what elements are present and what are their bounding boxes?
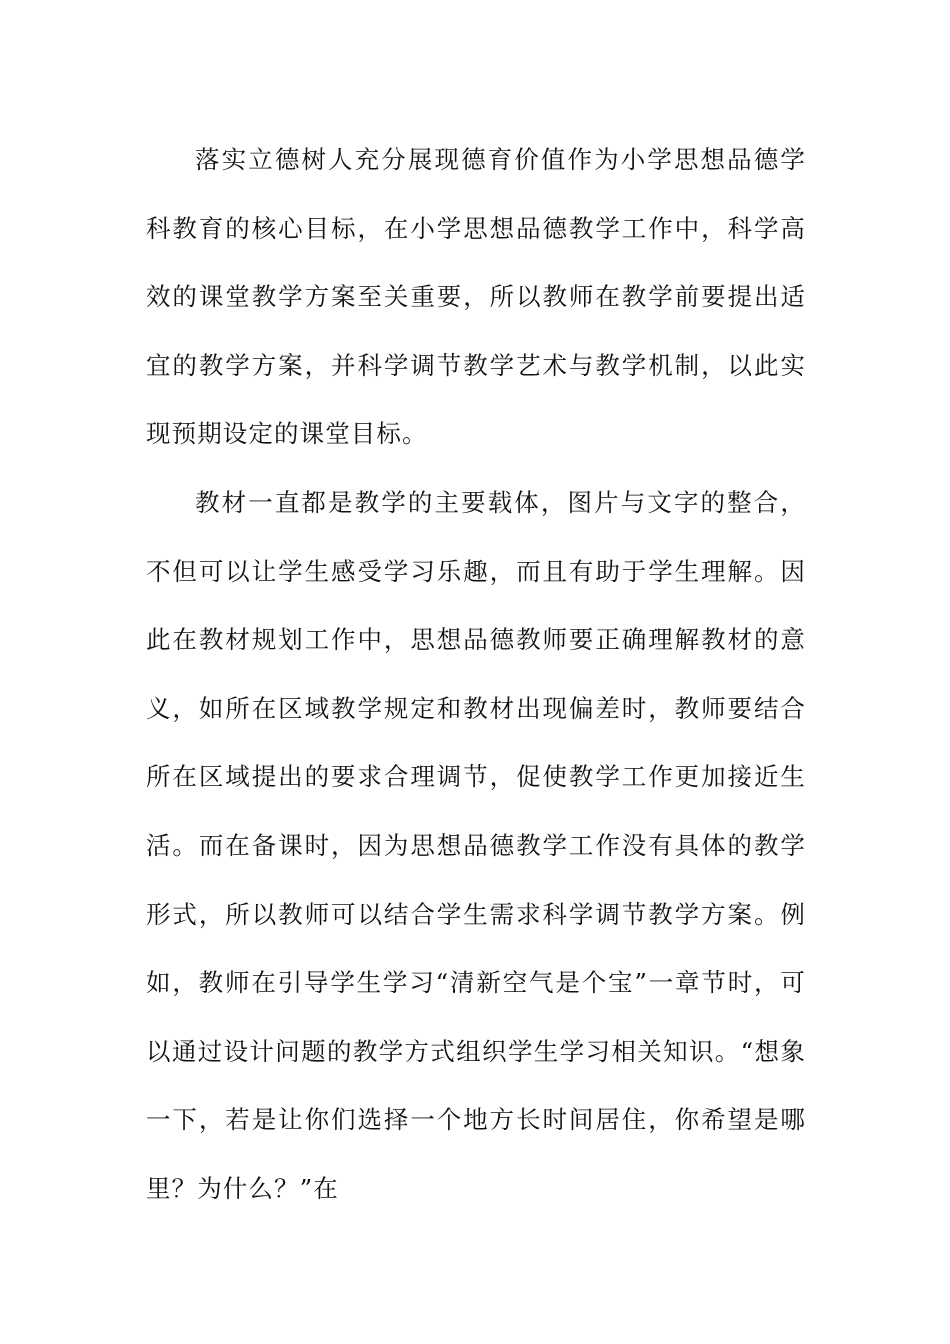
paragraph-2: 教材一直都是教学的主要载体，图片与文字的整合，不但可以让学生感受学习乐趣，而且有助于学生理解。因此在教材规划工作中，思想品德教师要正确理解教材的意义，如所在区域教学规定和教材出现偏差时，教师要结合所在区域提出的要求合理调节，促使教学工作更加接近生活。而在备课时，因为思想品德教学工作没有具体的教学形式，所以教师可以结合学生需求科学调节教学方案。例如，教师在引导学生学习“清新空气是个宝”一章节时，可以通过设计问题的教学方式组织学生学习相关知识。“想象一下，若是让你们选择一个地方长时间居住，你希望是哪里？为什么？”在: [146, 487, 806, 1203]
document-body: [146, 126, 806, 1224]
paragraph-1: 落实立德树人充分展现德育价值作为小学思想品德学科教育的核心目标，在小学思想品德教学工作中，科学高效的课堂教学方案至关重要，所以教师在教学前要提出适宜的教学方案，并科学调节教学艺术与教学机制，以此实现预期设定的课堂目标。: [146, 145, 806, 449]
